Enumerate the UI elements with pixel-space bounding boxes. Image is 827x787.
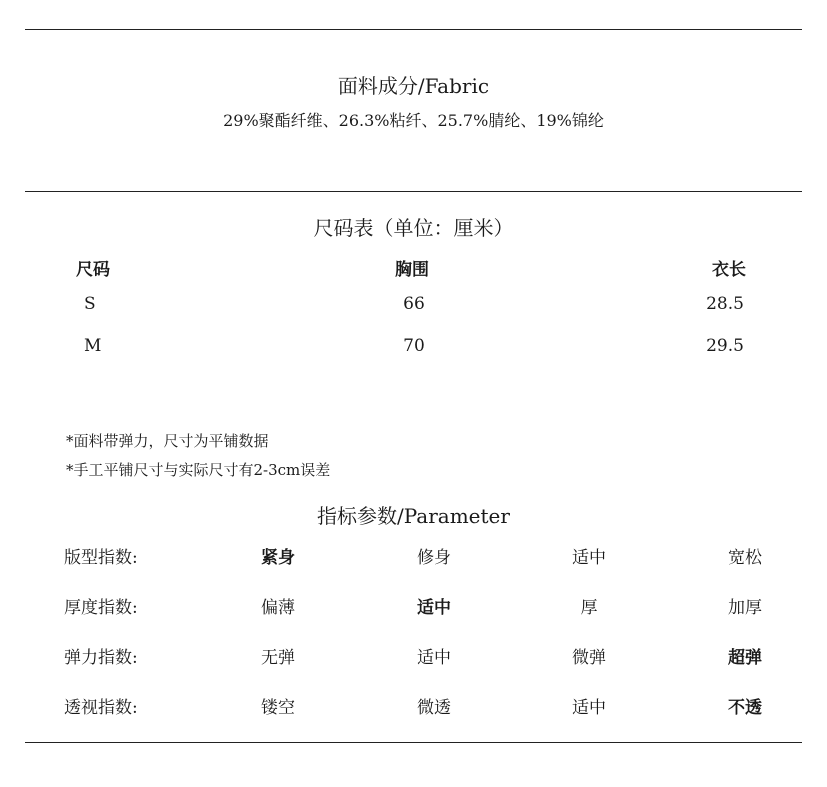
parameter-label-fit: 版型指数: (64, 548, 138, 568)
size-table-title: 尺码表（单位：厘米） (313, 216, 514, 240)
parameter-option-selected: 紧身 (261, 548, 295, 568)
fabric-title: 面料成分/Fabric (337, 74, 490, 98)
length-header: 衣长 (712, 260, 746, 280)
table-row-length: 29.5 (706, 336, 744, 356)
parameter-option: 适中 (572, 698, 606, 718)
note-elasticity: *面料带弹力，尺寸为平铺数据 (66, 432, 269, 450)
table-row-size: M (84, 336, 102, 356)
parameter-option: 加厚 (728, 598, 762, 618)
parameter-option: 微透 (417, 698, 451, 718)
parameter-option-selected: 适中 (417, 598, 451, 618)
parameter-option: 偏薄 (261, 598, 295, 618)
parameter-option: 微弹 (572, 648, 606, 668)
chest-header: 胸围 (395, 260, 429, 280)
table-row-size: S (84, 294, 96, 314)
parameter-label-thickness: 厚度指数: (64, 598, 138, 618)
parameter-option-selected: 超弹 (728, 648, 762, 668)
parameter-option: 适中 (572, 548, 606, 568)
parameter-option: 无弹 (261, 648, 295, 668)
table-row-chest: 66 (403, 294, 425, 314)
bottom-divider (25, 742, 802, 743)
fabric-divider (25, 191, 802, 192)
parameter-option: 宽松 (728, 548, 762, 568)
parameter-option: 适中 (417, 648, 451, 668)
parameter-option: 修身 (417, 548, 451, 568)
parameter-label-transparency: 透视指数: (64, 698, 138, 718)
parameter-title: 指标参数/Parameter (317, 504, 510, 528)
table-row-chest: 70 (403, 336, 425, 356)
fabric-composition: 29%聚酯纤维、26.3%粘纤、25.7%腈纶、19%锦纶 (223, 111, 604, 130)
parameter-label-elasticity: 弹力指数: (64, 648, 138, 668)
note-measurement-error: *手工平铺尺寸与实际尺寸有2-3cm误差 (66, 461, 331, 479)
parameter-option: 厚 (580, 598, 598, 618)
table-row-length: 28.5 (706, 294, 744, 314)
size-header: 尺码 (76, 260, 110, 280)
parameter-option-selected: 不透 (728, 698, 762, 718)
top-divider (25, 29, 802, 30)
parameter-option: 镂空 (261, 698, 295, 718)
